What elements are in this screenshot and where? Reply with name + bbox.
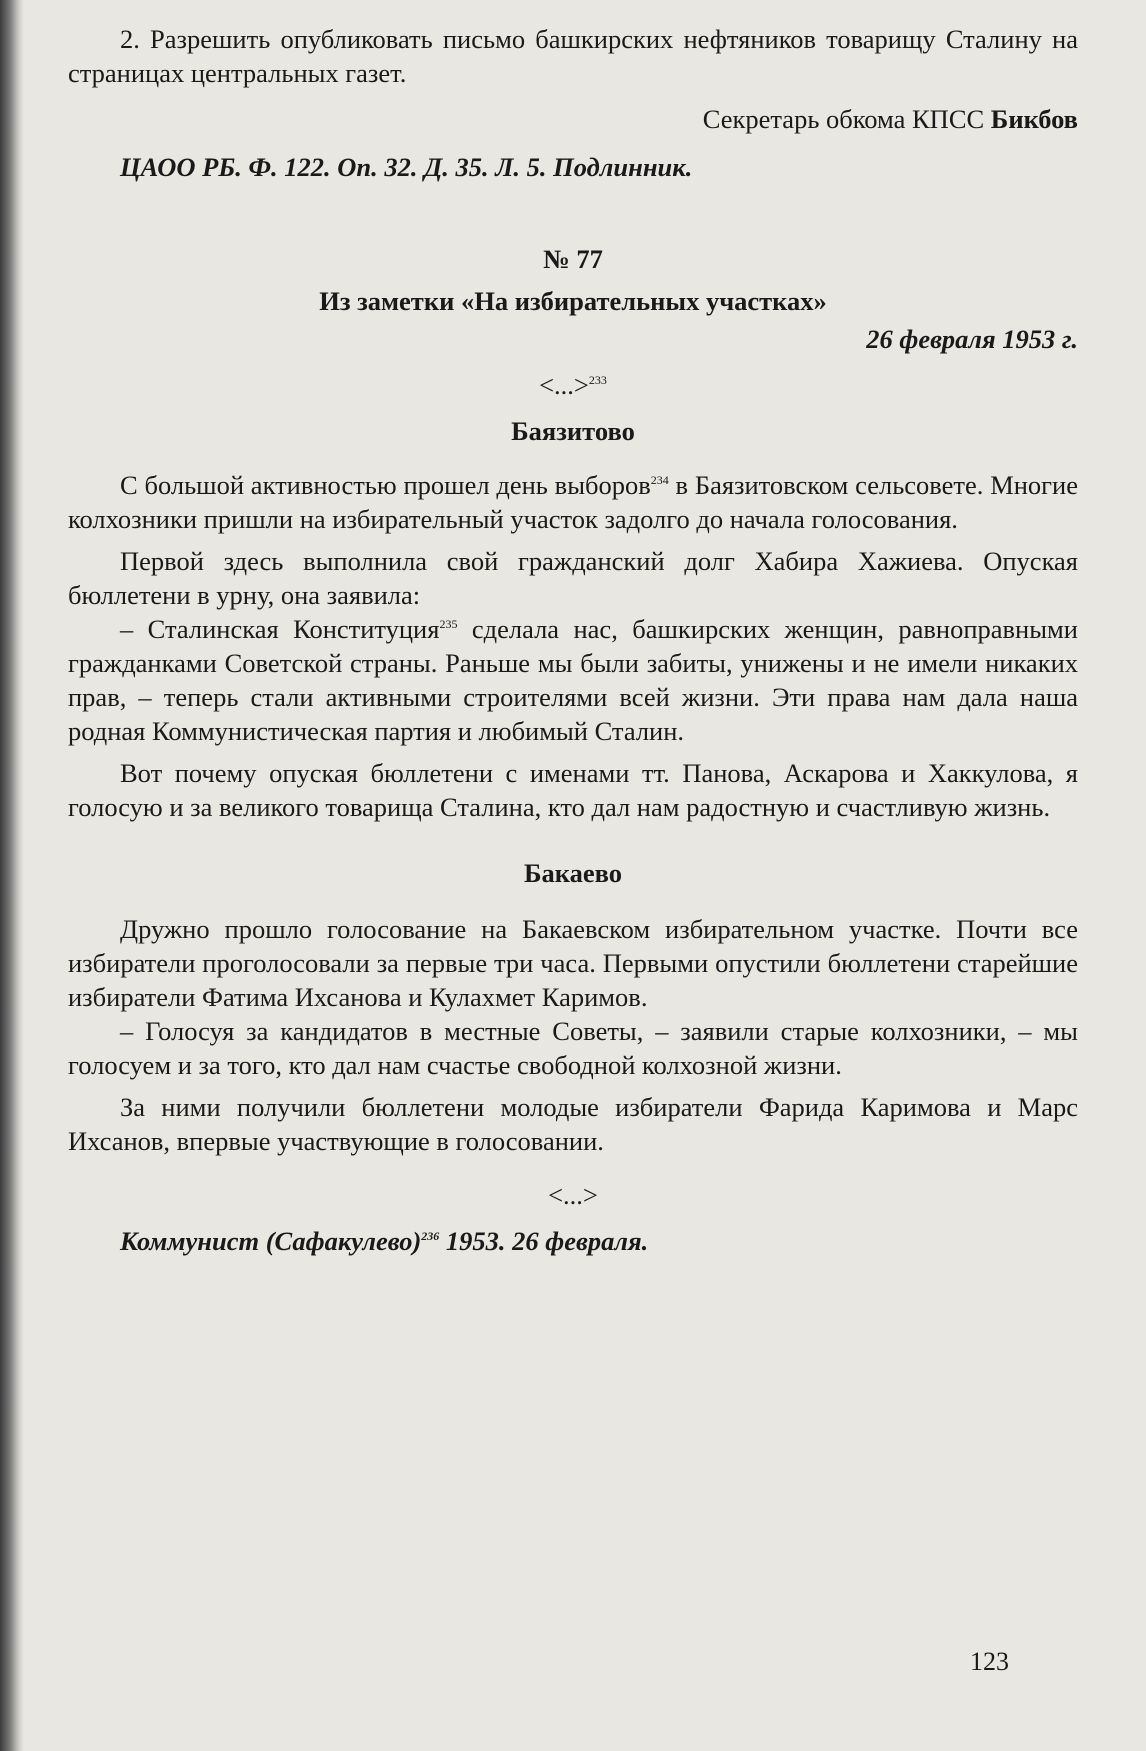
footnote-ref: 235 [439,617,458,631]
paragraph-text: сделала нас, башкирских женщин, равноправными гражданками Советской страны. Раньше мы были забиты, унижены и не имели никаких прав, – теперь стали активными строителями всей жизни. Эти права нам дала наша родная Коммунистическая партия и любимый Сталин. [68,614,1078,746]
paragraph [68,468,1078,536]
paragraph-text: С большой активностью прошел день выборов [120,470,651,500]
source-text: 1953. 26 февраля. [439,1226,649,1256]
omission-text: <...> [539,370,589,400]
paragraph: Дружно прошло голосование на Бакаевском избирательном участке. Почти все избиратели проголосовали за первые три часа. Первыми опустили бюллетени старейшие избиратели Фатима Ихсанова и Кулахмет Каримов. [68,914,1078,1012]
paragraph [68,612,1078,748]
footnote-ref: 234 [650,473,669,487]
section-heading-bakaevo: Бакаево [523,858,623,888]
signature-line [68,102,1078,136]
document-number: № 77 [543,244,603,274]
archive-source: ЦАОО РБ. Ф. 122. Оп. 32. Д. 35. Л. 5. Подлинник. [120,152,693,182]
signature-name: Бикбов [990,104,1078,134]
paragraph: Вот почему опуская бюллетени с именами тт. Панова, Аскарова и Хаккулова, я голосую и за великого товарища Сталина, кто дал нам радостную и счастливую жизнь. [68,758,1078,822]
paragraph: Первой здесь выполнила свой гражданский долг Хабира Хажиева. Опуская бюллетени в урну, она заявила: [68,546,1078,610]
end-omission-mark: <...> [548,1180,598,1210]
footnote-ref: 236 [421,1229,440,1243]
footnote-ref: 233 [588,373,607,387]
closing-source [68,1224,1078,1258]
paragraph-text: в Баязитовском сельсовете. Многие колхозники пришли на избирательный участок задолго до начала голосования. [68,470,1078,534]
top-paragraph: 2. Разрешить опубликовать письмо башкирских нефтяников товарищу Сталину на страницах центральных газет. [68,24,1078,88]
book-spine-shadow [0,0,24,1751]
page-number: 123 [970,1647,1009,1676]
document-page [68,22,1078,1732]
source-text: Коммунист (Сафакулево) [120,1226,422,1256]
paragraph-text: – Сталинская Конституция [120,614,440,644]
paragraph: За ними получили бюллетени молодые избиратели Фарида Каримова и Марс Ихсанов, впервые участвующие в голосовании. [68,1092,1078,1156]
document-title: Из заметки «На избирательных участках» [319,286,827,316]
signature-role: Секретарь обкома КПСС [702,104,991,134]
omission-mark [68,368,1078,402]
document-date: 26 февраля 1953 г. [866,324,1078,354]
section-heading-bayazitovo: Баязитово [511,416,635,446]
paragraph: – Голосуя за кандидатов в местные Советы, – заявили старые колхозники, – мы голосуем и за того, кто дал нам счастье свободной колхозной жизни. [68,1016,1078,1080]
